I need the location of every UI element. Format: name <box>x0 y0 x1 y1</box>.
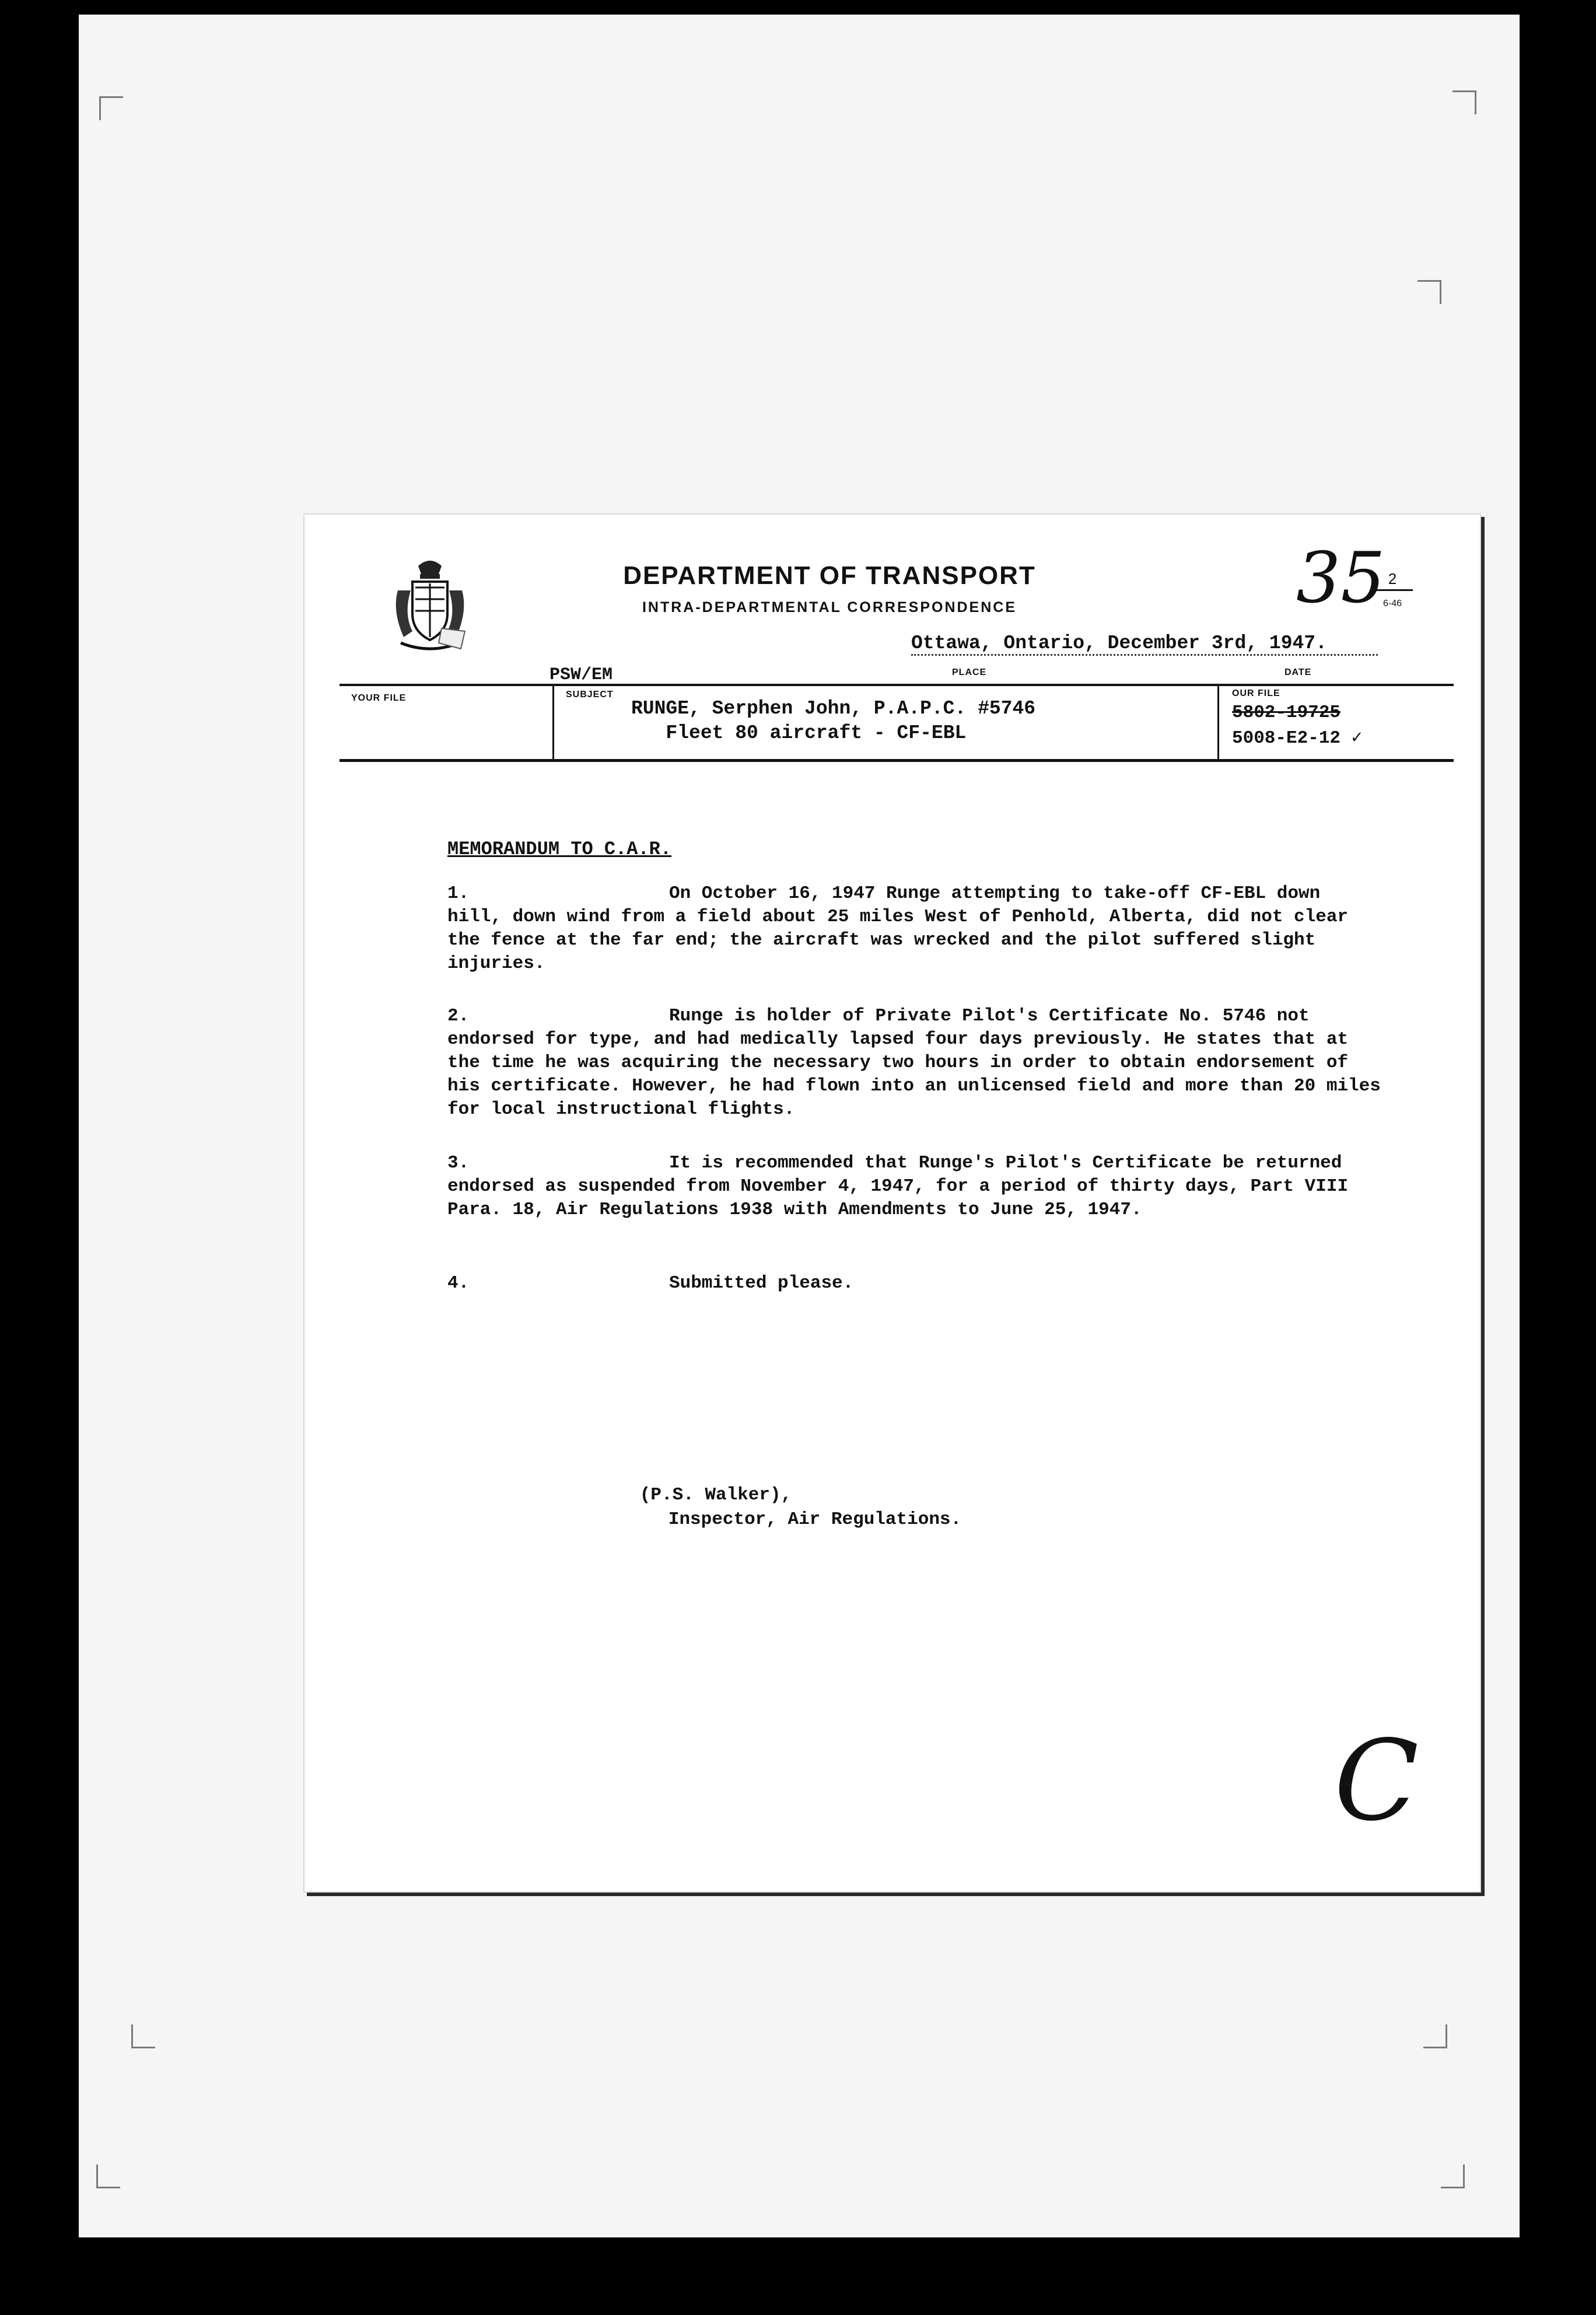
memo-paragraph <box>447 1005 1381 1121</box>
our-file-current <box>1232 726 1362 751</box>
paragraph-text: Runge is holder of Private Pilot's Certificate No. 5746 not endorsed for type, and had medically lapsed four days previously. He states that at the time he was acquiring the necessary two hours in order to obtain endorsement of his certificate. However, he had flown into an unlicensed field and more than 20 miles for local instructional flights. <box>447 1006 1381 1120</box>
form-number-value: 2 <box>1388 570 1397 588</box>
crop-mark <box>1423 2024 1447 2048</box>
signer-name: (P.S. Walker), <box>639 1485 792 1505</box>
reference-initials: PSW/EM <box>550 665 613 685</box>
our-file-current-number: 5008-E2-12 <box>1232 728 1341 749</box>
subject-line-1: RUNGE, Serphen John, P.A.P.C. #5746 <box>631 698 1036 719</box>
paragraph-text: Submitted please. <box>669 1273 854 1293</box>
subject-label: SUBJECT <box>566 690 614 700</box>
paragraph-number: 2. <box>447 1006 470 1026</box>
check-mark-icon: ✓ <box>1351 728 1363 749</box>
paragraph-number: 1. <box>447 883 470 904</box>
place-date-line: Ottawa, Ontario, December 3rd, 1947. <box>911 632 1378 656</box>
crop-mark <box>96 2164 120 2188</box>
crop-mark <box>131 2024 155 2048</box>
crop-mark <box>1418 280 1441 304</box>
memo-paragraph <box>447 882 1381 975</box>
signer-title: Inspector, Air Regulations. <box>668 1509 962 1530</box>
our-file-label: OUR FILE <box>1232 688 1280 698</box>
crop-mark <box>99 96 123 120</box>
memo-title: MEMORANDUM TO C.A.R. <box>447 838 672 860</box>
paragraph-text: On October 16, 1947 Runge attempting to take-off CF-EBL down hill, down wind from a field about 25 miles West of Penhold, Alberta, did not clear the fence at the far end; the aircraft was wrecked and the pilot suffered slight injuries. <box>447 883 1349 974</box>
memo-sheet <box>303 513 1481 1893</box>
department-title: DEPARTMENT OF TRANSPORT <box>623 561 1036 590</box>
place-label: PLACE <box>952 667 987 677</box>
crop-mark <box>1441 2164 1465 2188</box>
our-file-value <box>1232 700 1362 751</box>
paragraph-text: It is recommended that Runge's Pilot's Certificate be returned endorsed as suspended from November 4, 1947, for a period of thirty days, Part VIII Para. 18, Air Regulations 1938 with Amendments to June 25, 1947. <box>447 1153 1349 1220</box>
paragraph-number: 4. <box>447 1273 470 1293</box>
our-file-struck-number: 5802-19725 <box>1232 702 1341 723</box>
memo-paragraph <box>447 1152 1381 1222</box>
form-version: 6-46 <box>1382 599 1402 609</box>
coat-of-arms-icon <box>386 555 474 655</box>
date-label: DATE <box>1284 667 1312 677</box>
crop-mark <box>1452 90 1476 114</box>
subject-value <box>631 697 1035 746</box>
paragraph-number: 3. <box>447 1153 470 1173</box>
memo-paragraph <box>447 1272 1381 1295</box>
field-divider <box>552 686 554 759</box>
correspondence-subtitle: INTRA-DEPARTMENTAL CORRESPONDENCE <box>642 599 1017 616</box>
form-number-rule <box>1372 589 1413 591</box>
signature-block <box>304 1483 1127 1532</box>
handwritten-page-number: 35 <box>1296 538 1385 619</box>
form-number <box>1372 570 1413 610</box>
subject-line-2: Fleet 80 aircraft - CF-EBL <box>666 722 967 744</box>
handwritten-annotation: C <box>1334 1716 1419 1845</box>
your-file-label: YOUR FILE <box>351 693 407 703</box>
field-divider <box>1217 686 1219 759</box>
